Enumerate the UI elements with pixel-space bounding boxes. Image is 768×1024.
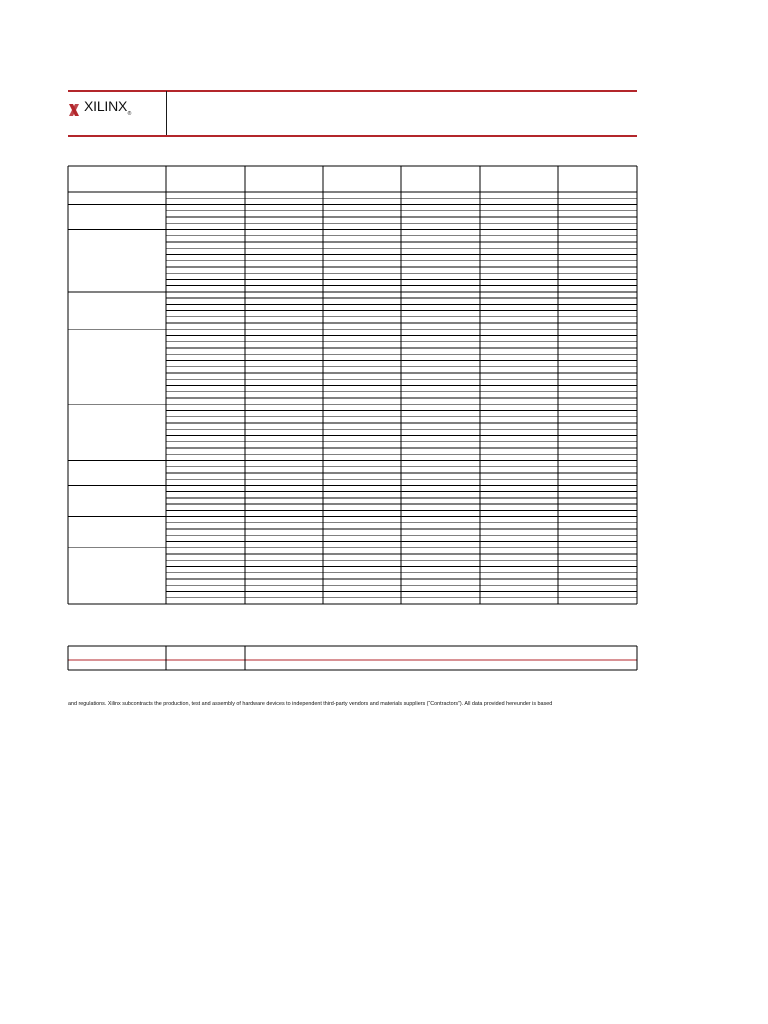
logo-text: XILINX	[84, 98, 128, 115]
footnote: and regulations. Xilinx subcontracts the production, test and assembly of hardware devices to independent third-party vendors and materials suppliers (“Contractors”). All data provided hereunder is based	[68, 701, 553, 707]
xilinx-logo: $XILINX_®$	[68, 100, 131, 120]
